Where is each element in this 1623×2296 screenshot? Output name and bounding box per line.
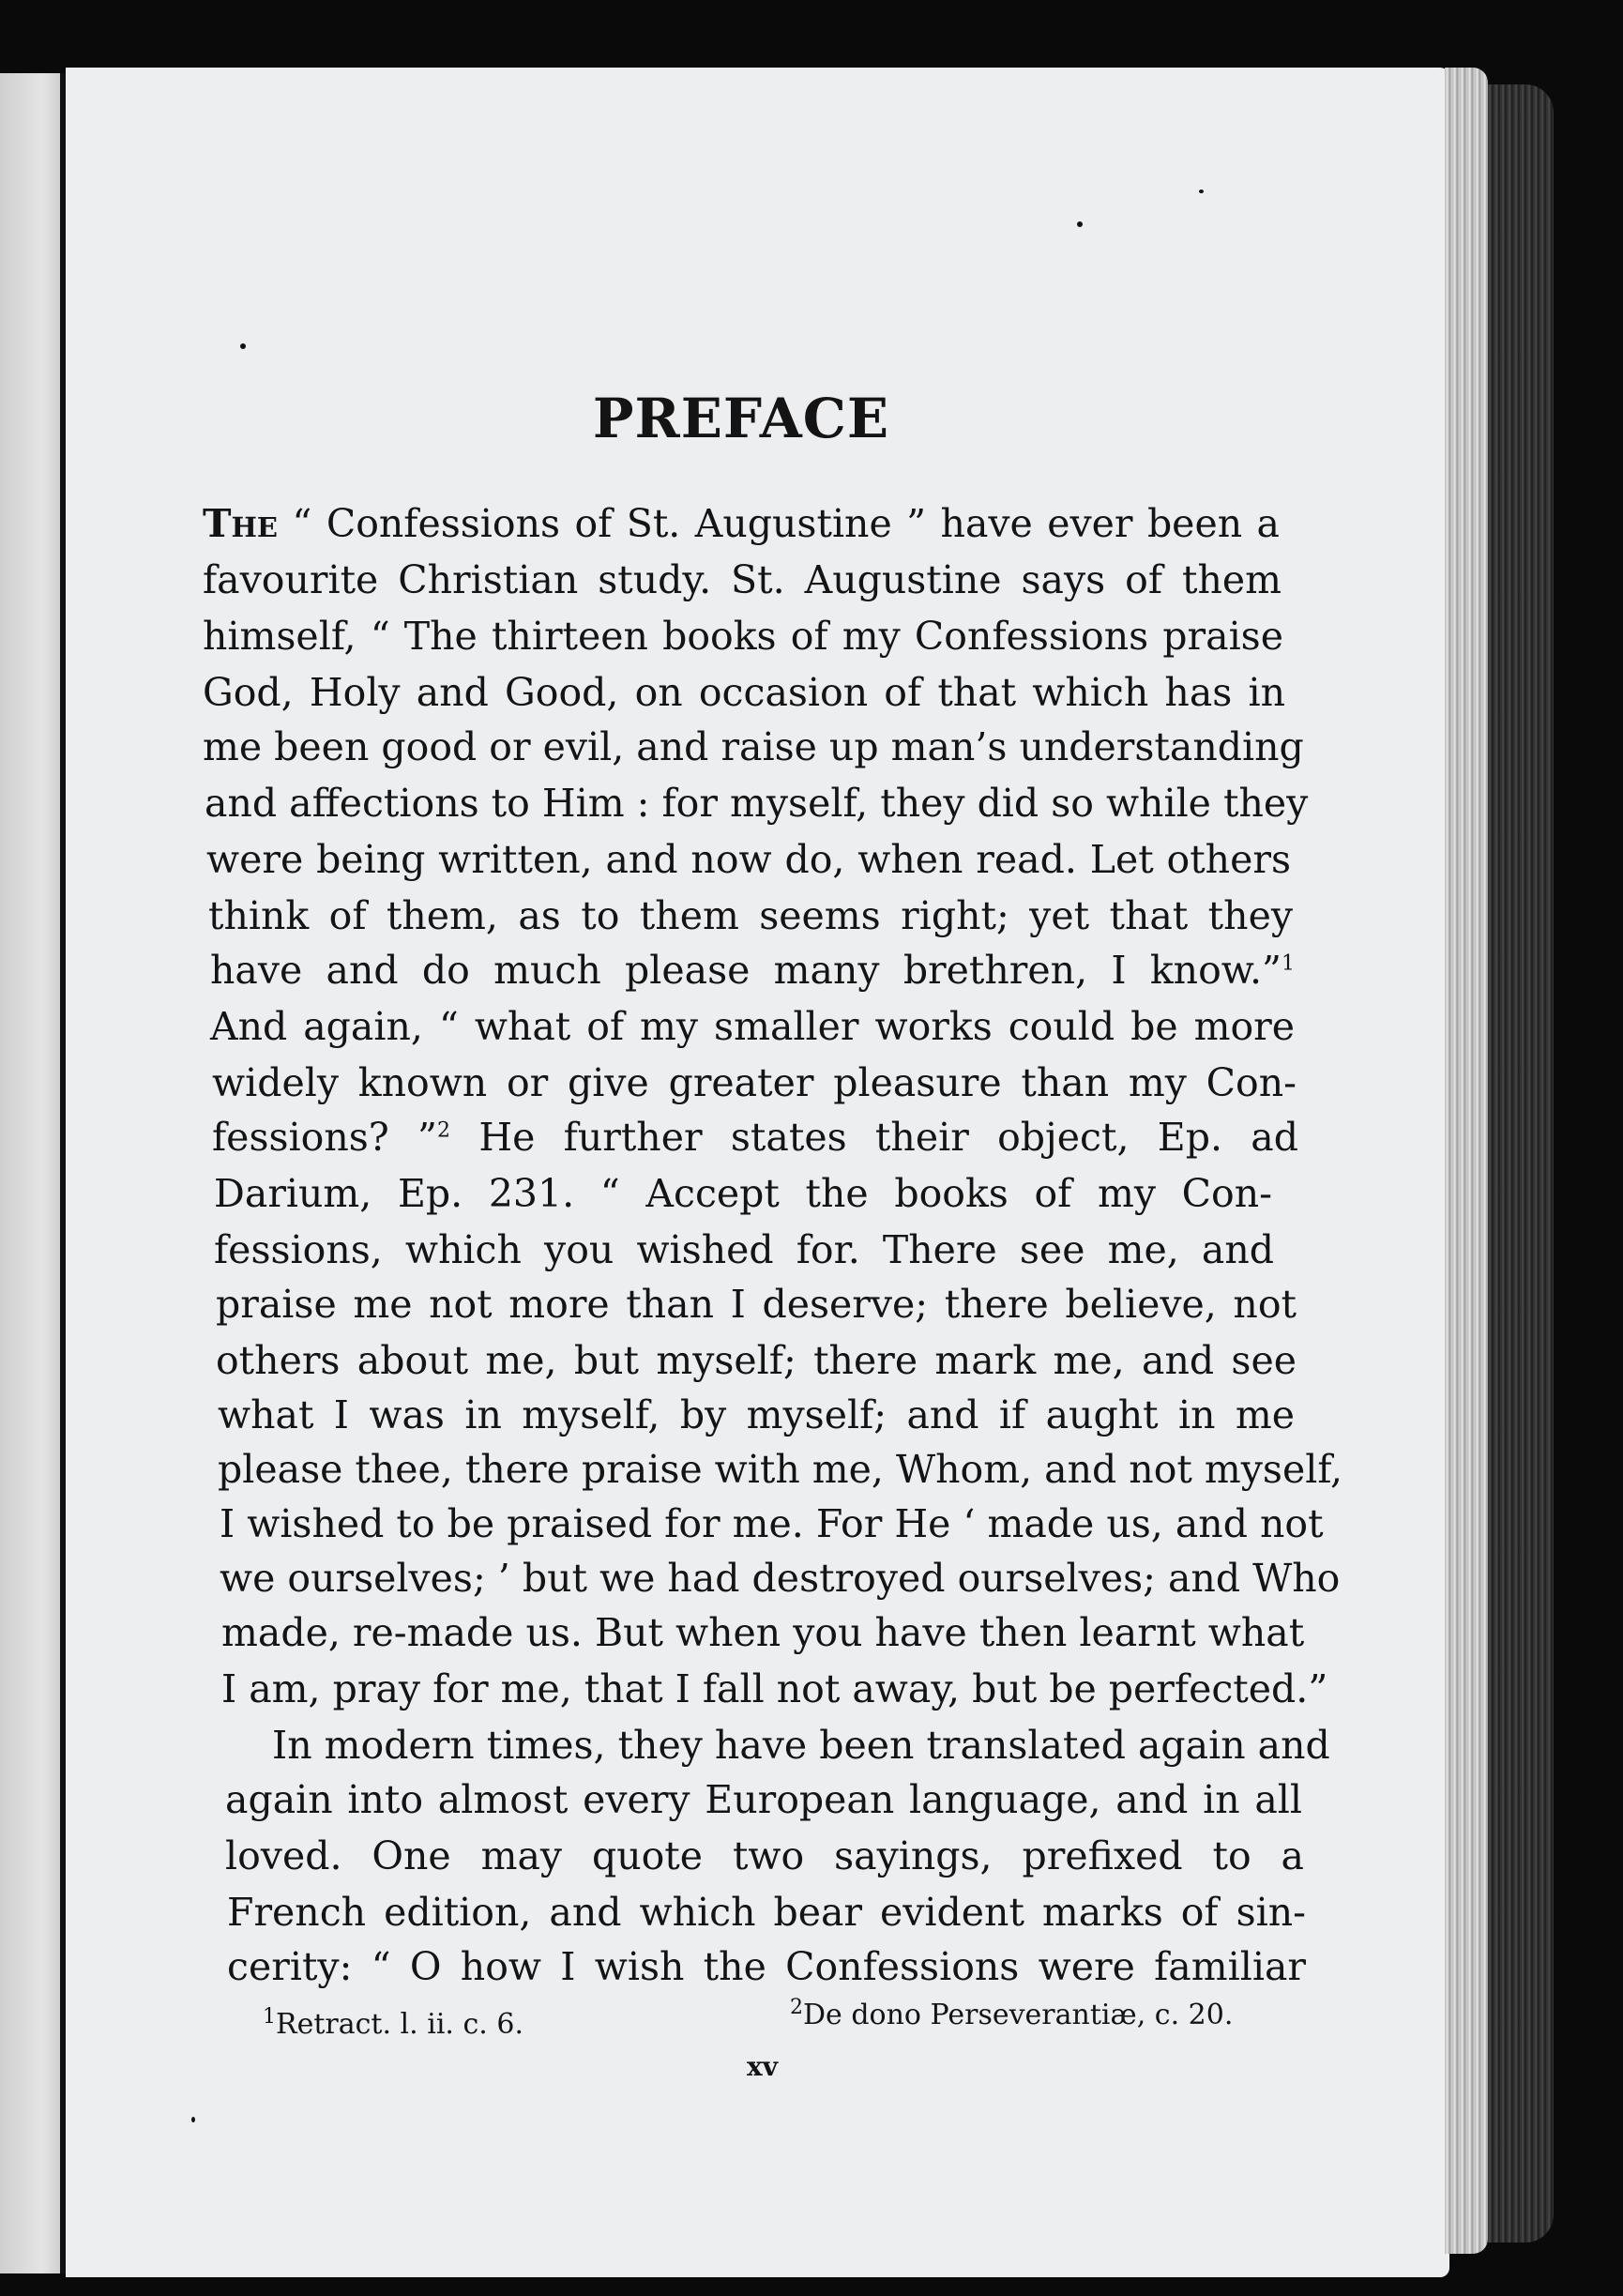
text-line: others about me, but myself; there mark me, and see bbox=[216, 1338, 1297, 1383]
dust-speck bbox=[1199, 190, 1204, 193]
text-line: I am, pray for me, that I fall not away, but be perfected.” bbox=[221, 1666, 1328, 1711]
page-number: xv bbox=[747, 2051, 778, 2082]
text-line: please thee, there praise with me, Whom, and not myself, bbox=[218, 1447, 1343, 1492]
text-line: made, re-made us. But when you have then learnt what bbox=[221, 1610, 1305, 1655]
text-line: I wished to be praised for me. For He ‘ made us, and not bbox=[220, 1501, 1324, 1546]
footnote bbox=[263, 2005, 523, 2042]
page-title: PREFACE bbox=[592, 387, 890, 450]
text-line: widely known or give greater pleasure than my Con- bbox=[212, 1060, 1297, 1105]
text-line: we ourselves; ’ but we had destroyed ourselves; and Who bbox=[220, 1556, 1341, 1601]
text-line: again into almost every European language, and in all bbox=[225, 1777, 1302, 1822]
footnote-text: Retract. l. ii. c. 6. bbox=[276, 2008, 523, 2041]
text-line-tail: He further states their object, Ep. ad bbox=[450, 1115, 1298, 1160]
text-line: praise me not more than I deserve; there believe, not bbox=[216, 1282, 1297, 1327]
text-line-body: fessions? ” bbox=[212, 1115, 438, 1160]
text-line-body: “ Confessions of St. Augustine ” have ever been a bbox=[278, 501, 1280, 546]
text-line: And again, “ what of my smaller works could be more bbox=[210, 1004, 1295, 1049]
text-line-body: have and do much please many brethren, I know.” bbox=[210, 948, 1282, 993]
dust-speck bbox=[191, 2117, 195, 2122]
text-line: Darium, Ep. 231. “ Accept the books of my Con- bbox=[214, 1171, 1272, 1216]
footnote bbox=[790, 1996, 1234, 2032]
text-line: French edition, and which bear evident marks of sin- bbox=[227, 1890, 1306, 1935]
footnote-marker: 2 bbox=[437, 1118, 451, 1143]
text-line: cerity: “ O how I wish the Confessions were familiar bbox=[227, 1944, 1306, 1989]
text-line bbox=[210, 946, 1295, 995]
text-line: In modern times, they have been translated again and bbox=[272, 1723, 1330, 1768]
dust-speck bbox=[1077, 221, 1083, 227]
text-line: fessions, which you wished for. There see me, and bbox=[214, 1227, 1274, 1272]
text-line: God, Holy and Good, on occasion of that which has in bbox=[203, 670, 1285, 715]
footnote-marker: 1 bbox=[263, 2005, 276, 2029]
text-line bbox=[212, 1113, 1298, 1162]
text-line: think of them, as to them seems right; yet that they bbox=[208, 893, 1293, 938]
text-line: himself, “ The thirteen books of my Confessions praise bbox=[203, 614, 1283, 659]
text-line: me been good or evil, and raise up man’s understanding bbox=[203, 724, 1304, 769]
text-line: loved. One may quote two sayings, prefixed to a bbox=[225, 1833, 1304, 1878]
text-line: favourite Christian study. St. Augustine says of them bbox=[203, 557, 1282, 602]
footnote-marker: 2 bbox=[790, 1996, 803, 2019]
text-line: what I was in myself, by myself; and if aught in me bbox=[218, 1392, 1295, 1437]
dust-speck bbox=[240, 343, 246, 349]
book-cover-edge bbox=[1488, 84, 1554, 2243]
footnote-text: De dono Perseverantiæ, c. 20. bbox=[803, 1999, 1234, 2031]
lead-word: The bbox=[203, 501, 279, 546]
text-line bbox=[203, 499, 1280, 548]
text-line: were being written, and now do, when read. Let others bbox=[206, 837, 1291, 882]
footnote-marker: 1 bbox=[1282, 951, 1295, 976]
text-line: and affections to Him : for myself, they did so while they bbox=[205, 781, 1309, 826]
